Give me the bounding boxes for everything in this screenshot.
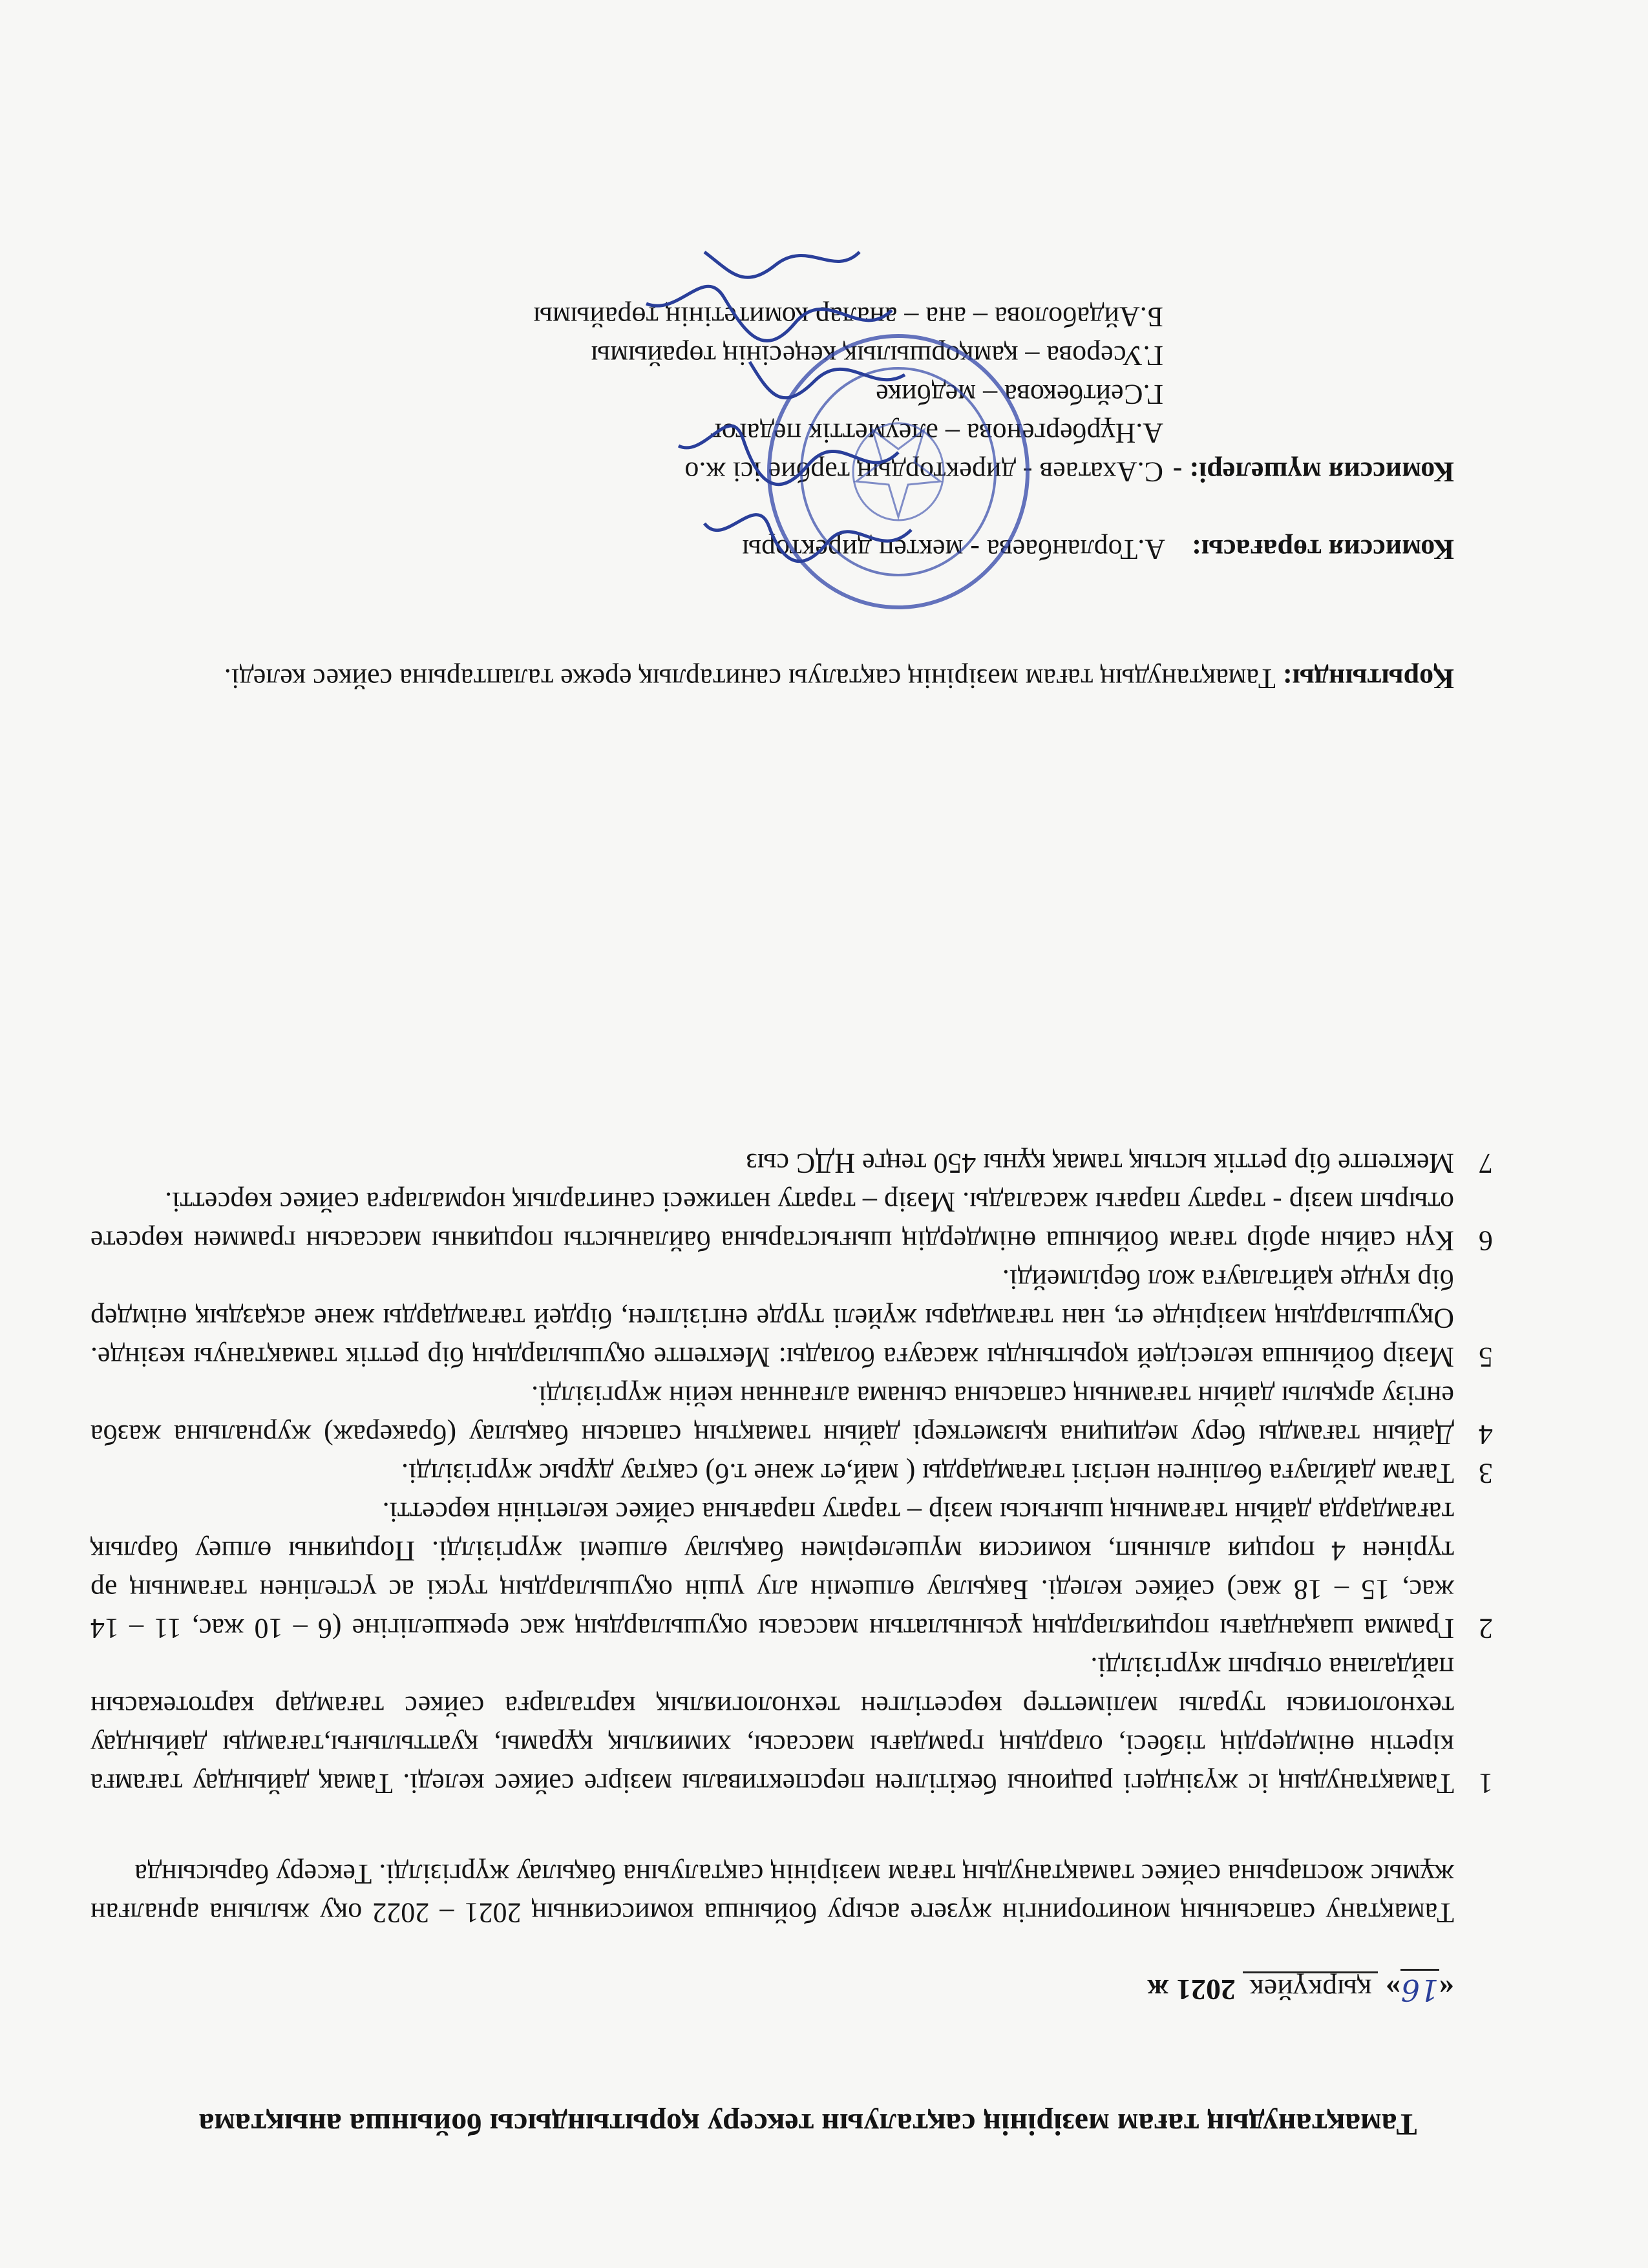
item-text: Күн сайын әрбір тағам бойынша өнімдердің шығыстарына байланысты порцияны массасын граммен көрсете отырып мәзір - тарату парағы жасалады. Мәзір – тарату нәтижесі санитарлық нормаларға сәйкес көрсетті. — [90, 1186, 1454, 1257]
item-text: Грамма шақандағы порциялардың ұсынылатын массасы оқушылардың жас ерекшелігіне (6 – 10 жас, 11 – 14 жас, 15 – 18 жас) сәйкес келеді. Бақылау өлшемін алу үшін оқушылардың түскі ас үстелінен тағамның әр түрінен 4 порция алынып, комиссия мүшелерімен бақылау өлшемі жүргізілді. Порцияны өлшеу барлық тағамдарда дайын тағамның шығысы мәзір – тарату парағына сәйкес келетінін көрсетті. — [90, 1496, 1454, 1644]
members-label: Комиссия мүшелері: - — [1172, 456, 1454, 488]
date-day: 16 — [1400, 1969, 1439, 2010]
document-title: Тамақтанудың тағам мәзірінің сақталуын тексеру қорытындысы бойынша анықтама — [198, 2107, 1417, 2141]
conclusion-text: Тамақтанудың тағам мәзірінің сақталуы санитарлық ереже талаптарына сәйкес келеді. — [224, 663, 1283, 695]
findings-list — [90, 1144, 1493, 1803]
item-text: Тағам дайлауға бөлінген негізгі тағамдарды ( май,ет және т.б) сақтау дұрыс жүргізілді. — [401, 1458, 1454, 1489]
finding-item — [90, 1493, 1493, 1648]
conclusion-label: Қорытынды: — [1282, 663, 1454, 695]
item-number: 1 — [1479, 1768, 1493, 1800]
finding-item — [90, 1376, 1493, 1454]
item-text: Тамақтанудың іс жүзіндегі рационы бекітілген перспективалы мәзірге сәйкес келеді. Тамақ дайындау тағамға кіретін өнімдердің тізбесі, олардың грамдағы массасы, химиялық құрамы, қуаттылығы,тағамды дайындау технологиясы туралы мәліметтер көрсетілген технологиялық карталарға сәйкес тағамдар картотекасын пайдалана отырып жүргізілді. — [90, 1652, 1454, 1800]
finding-item — [90, 1144, 1493, 1182]
date-close-quote: » — [1386, 1973, 1400, 2006]
chair-name: А.Торланбаева - мектеп директоры — [742, 534, 1165, 565]
item-number: 6 — [1479, 1225, 1493, 1257]
date-month: қыркүйек — [1243, 1971, 1379, 2006]
item-text: Дайын тағамды беру медицина қызметкері дайын тамақтың сапасын бақылау (бракераж) журналына жазба енгізу арқылы дайын тағамның сапасына сынама алғаннан кейін жүргізілді. — [90, 1380, 1454, 1451]
finding-item — [90, 1260, 1493, 1376]
finding-item — [90, 1454, 1493, 1493]
item-text: Мектепте бір реттік ыстық тамақ құны 450 теңге НДС сыз — [746, 1148, 1454, 1179]
member-item: Г.Сейтбекова – медбике — [876, 379, 1163, 410]
item-number: 7 — [1479, 1148, 1493, 1179]
document-date — [1147, 1969, 1454, 2010]
member-item: Б.Айдаболова – ана – аналар комитетінің төрайымы — [533, 301, 1163, 333]
item-text: Мәзір бойынша келесідей қорытынды жасауға болады: Мектепте оқушылардың бір реттік тамақтануы кезінде. Оқушылардың мәзірінде ет, нан тағамдары жүйелі түрде енгізілген, бірдей тағамдарды және асқаздық өнімдер бір күнде қайталауға жол берілмейді. — [90, 1264, 1454, 1373]
item-number: 3 — [1479, 1458, 1493, 1489]
date-open-quote: « — [1439, 1973, 1454, 2006]
finding-item — [90, 1182, 1493, 1260]
handwritten-signatures — [601, 226, 937, 588]
item-number: 4 — [1479, 1419, 1493, 1451]
conclusion — [90, 659, 1454, 698]
date-year: 2021 ж — [1147, 1973, 1236, 2006]
item-number: 5 — [1479, 1341, 1493, 1373]
member-item: А.Нұрбергенова – әлеуметтік педагог — [710, 417, 1163, 449]
chair-label: Комиссия төрағасы: — [1191, 534, 1454, 565]
member-item: Г.Усерова – қамқоршылық кеңесінің төрайымы — [591, 340, 1163, 372]
member-item: С.Ахатаев - директордың тәрбие ісі ж.о — [684, 456, 1163, 488]
item-number: 2 — [1479, 1613, 1493, 1644]
intro-paragraph: Тамақтану сапасының мониторингін жүзеге асыру бойынша комиссияның 2021 – 2022 оқу жылына арналған жұмыс жоспарына сәйкес тамақтанудың тағам мәзірінің сақталуына бақылау жүргізілді. Тексеру барысында — [90, 1858, 1454, 1929]
finding-item — [90, 1648, 1493, 1803]
